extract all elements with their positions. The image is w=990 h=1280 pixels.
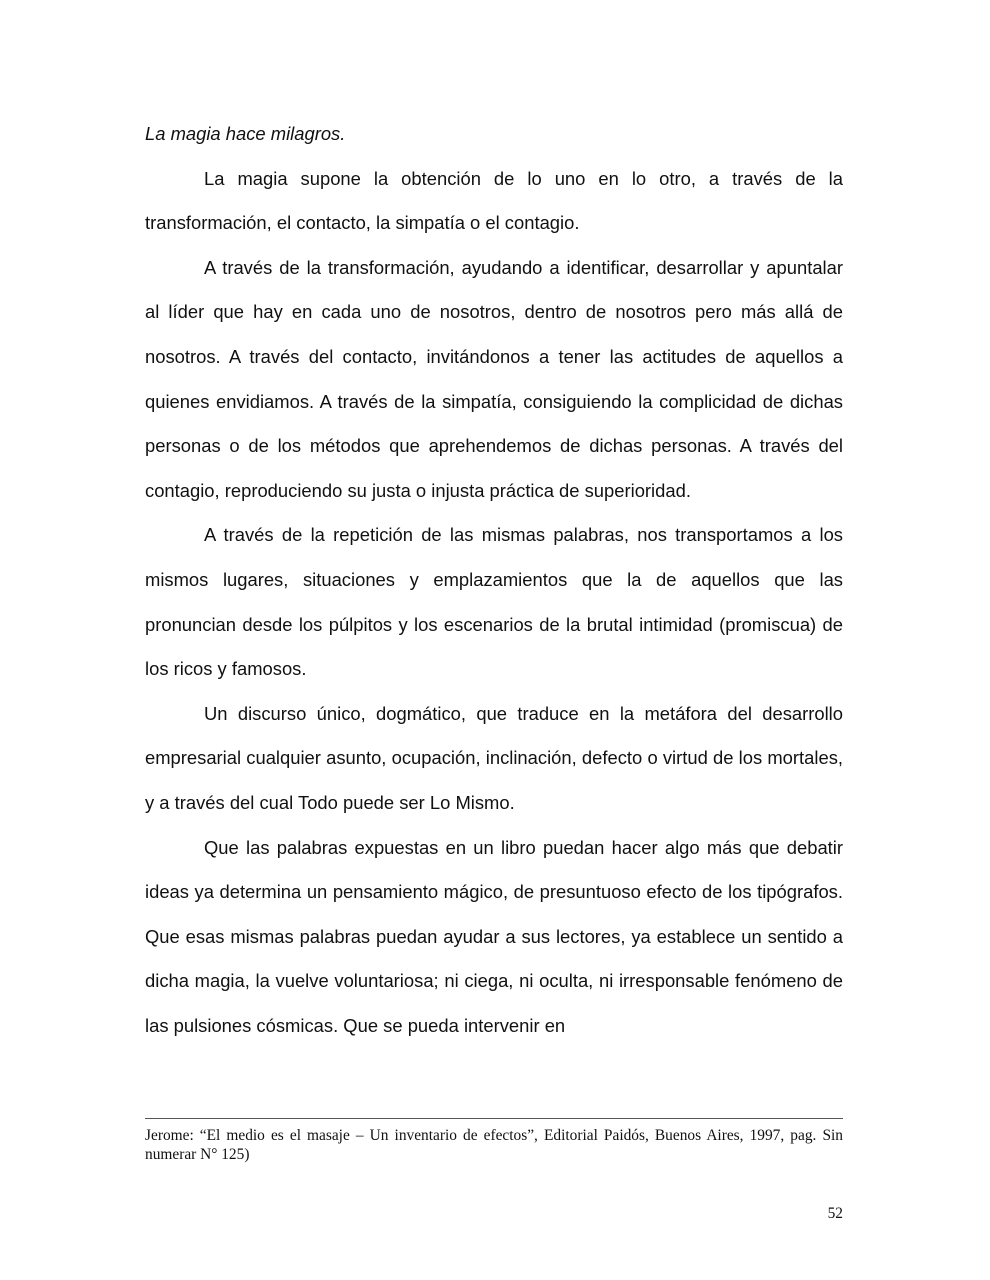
paragraph-1: La magia supone la obtención de lo uno en lo otro, a través de la transformación, el contacto, la simpatía o el contagio. (145, 167, 843, 234)
intro-line: La magia hace milagros. (145, 123, 346, 144)
footnote-separator (145, 1118, 843, 1119)
page-number: 52 (827, 1205, 843, 1222)
paragraph-2: A través de la transformación, ayudando a identificar, desarrollar y apuntalar al líder que hay en cada uno de nosotros, dentro de nosotros pero más allá de nosotros. A través del contacto, invitándonos a tener las actitudes de aquellos a quienes envidiamos. A través de la simpatía, consiguiendo la complicidad de dichas personas o de los métodos que aprehendemos de dichas personas. A través del contagio, reproduciendo su justa o injusta práctica de superioridad. (145, 256, 843, 501)
footnote: Jerome: “El medio es el masaje – Un inventario de efectos”, Editorial Paidós, Buenos Aires, 1997, pag. Sin numerar N° 125) (145, 1127, 843, 1163)
main-text (145, 112, 843, 1048)
paragraph-3: A través de la repetición de las mismas palabras, nos transportamos a los mismos lugares, situaciones y emplazamientos que la de aquellos que las pronuncian desde los púlpitos y los escenarios de la brutal intimidad (promiscua) de los ricos y famosos. (145, 524, 843, 680)
paragraph-4: Un discurso único, dogmático, que traduce en la metáfora del desarrollo empresarial cualquier asunto, ocupación, inclinación, defecto o virtud de los mortales, y a través del cual Todo puede ser Lo Mismo. (145, 702, 843, 813)
paragraph-5: Que las palabras expuestas en un libro puedan hacer algo más que debatir ideas ya determina un pensamiento mágico, de presuntuoso efecto de los tipógrafos. Que esas mismas palabras puedan ayudar a sus lectores, ya establece un sentido a dicha magia, la vuelve voluntariosa; ni ciega, ni oculta, ni irresponsable fenómeno de las pulsiones cósmicas. Que se pueda intervenir en (145, 836, 843, 1036)
